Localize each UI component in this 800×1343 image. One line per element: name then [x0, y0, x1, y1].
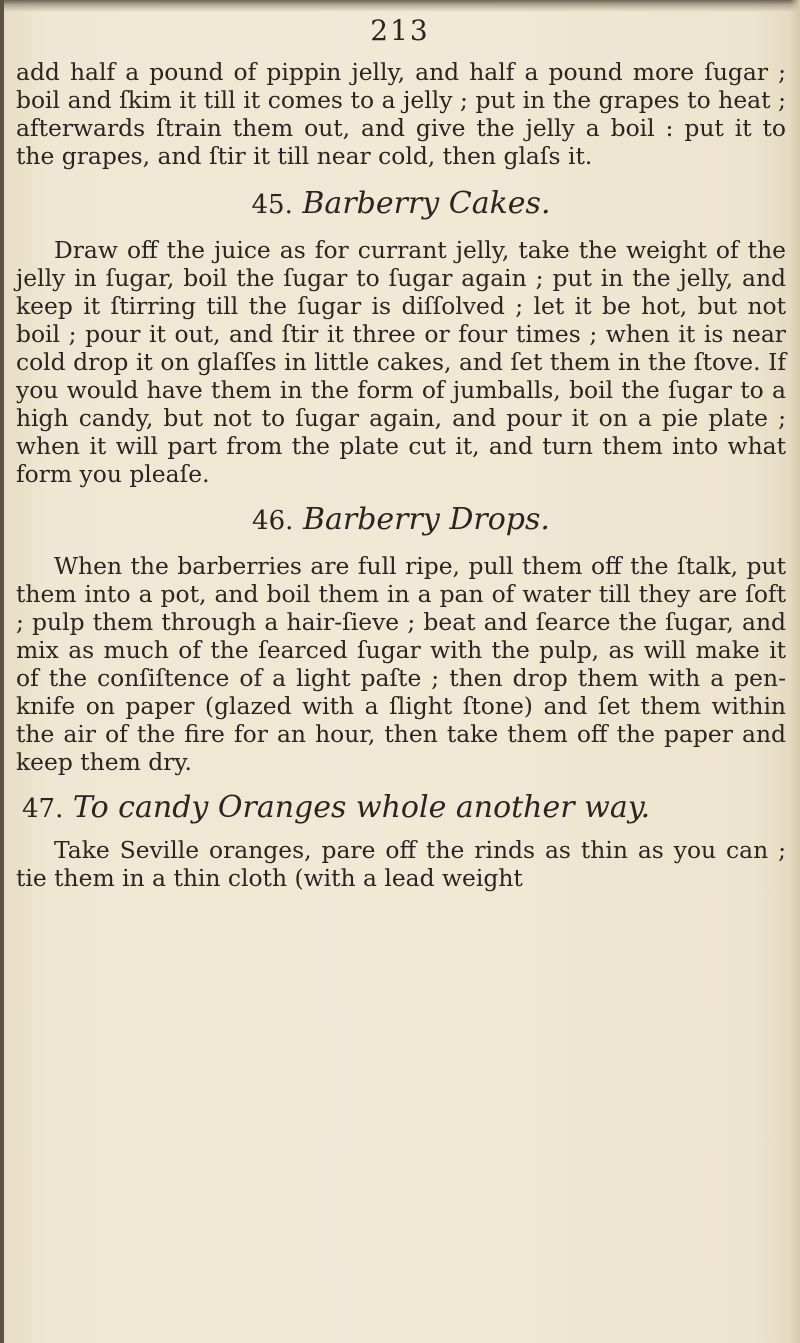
page-content	[16, 58, 786, 892]
recipe-title: Barberry Cakes.	[302, 186, 551, 221]
recipe-paragraph: When the barberries are full ripe, pull them off the ſtalk, put them into a pot, and boil them in a pan of water till they are ſoft ; pulp them through a hair-ſieve ; beat and ſearce the ſugar, and mix as much of the ſearced ſugar with the pulp, as will make it of the conſiſtence of a light paſte ; then drop them with a pen-knife on paper (glazed with a ſlight ſtone) and ſet them within the air of the fire for an hour, then take them off the paper and keep them dry.	[16, 552, 786, 776]
recipe-number: 47.	[22, 794, 64, 824]
continuation-paragraph: add half a pound of pippin jelly, and half a pound more ſugar ; boil and ſkim it till it comes to a jelly ; put in the grapes to heat ; afterwards ſtrain them out, and give the jelly a boil : put it to the grapes, and ſtir it till near cold, then glaſs it.	[16, 58, 786, 170]
recipe-heading	[16, 790, 786, 836]
page-right-edge	[790, 0, 800, 1343]
recipe-number: 46.	[252, 506, 294, 536]
recipe-paragraph: Take Seville oranges, pare off the rinds as thin as you can ; tie them in a thin cloth (with a lead weight	[16, 836, 786, 892]
recipe-title: To candy Oranges whole another way.	[72, 790, 651, 825]
page-number: 213	[370, 14, 430, 47]
recipe-heading	[16, 186, 786, 232]
recipe-title: Barberry Drops.	[302, 502, 550, 537]
page-top-shadow	[0, 0, 800, 12]
recipe-number: 45.	[251, 190, 293, 220]
recipe-heading	[16, 502, 786, 548]
page-left-edge	[0, 0, 4, 1343]
recipe-paragraph: Draw off the juice as for currant jelly, take the weight of the jelly in ſugar, boil the ſugar to ſugar again ; put in the jelly, and keep it ſtirring till the ſugar is diſſolved ; let it be hot, but not boil ; pour it out, and ſtir it three or four times ; when it is near cold drop it on glaſſes in little cakes, and ſet them in the ſtove. If you would have them in the form of jumballs, boil the ſugar to a high candy, but not to ſugar again, and pour it on a pie plate ; when it will part from the plate cut it, and turn them into what form you pleaſe.	[16, 236, 786, 488]
